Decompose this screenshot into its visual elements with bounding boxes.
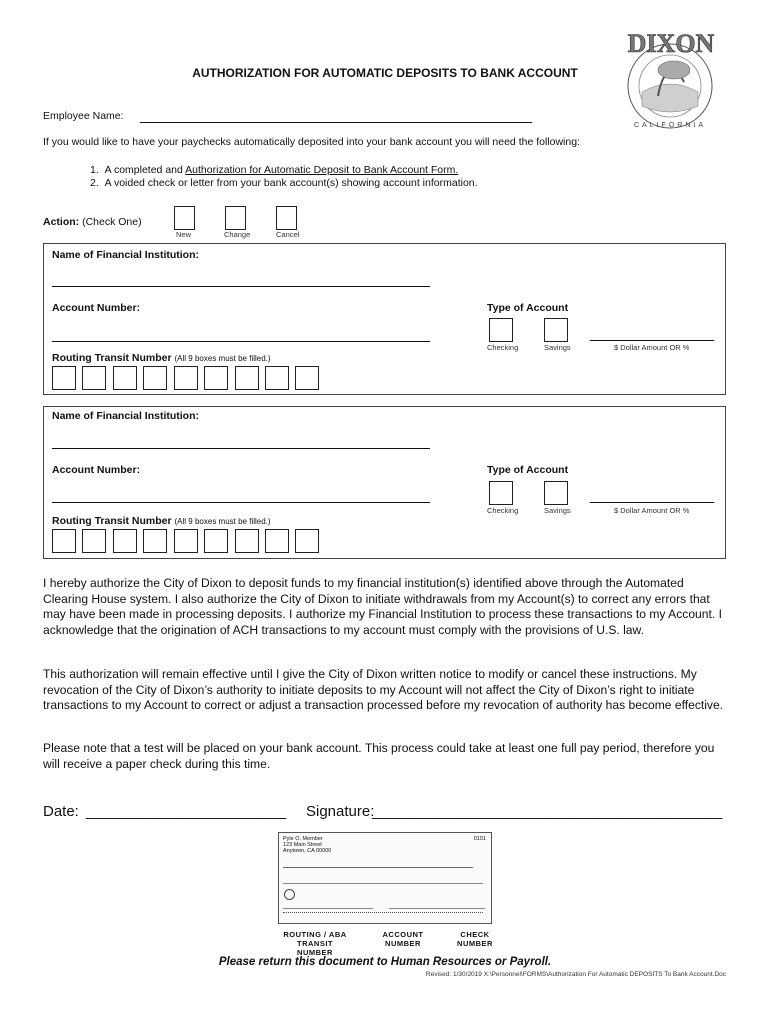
employee-name-field[interactable]	[140, 122, 532, 123]
date-field[interactable]: ________________________	[86, 803, 287, 820]
account-caption: ACCOUNT NUMBER	[382, 930, 424, 948]
routing-digit-box[interactable]	[143, 366, 167, 390]
checking-checkbox-1[interactable]	[489, 318, 513, 342]
routing-label-2: Routing Transit Number (All 9 boxes must be filled.)	[52, 515, 271, 527]
routing-digit-box[interactable]	[174, 529, 198, 553]
institution-field-1[interactable]	[52, 286, 430, 287]
action-new-checkbox[interactable]	[174, 206, 195, 230]
routing-digit-box[interactable]	[204, 366, 228, 390]
action-cancel-checkbox[interactable]	[276, 206, 297, 230]
account-number-field-2[interactable]	[52, 502, 430, 503]
revision-note: Revised: 1/30/2019 X:\Personnel\FORMS\Authorization For Automatic DEPOSITS To Bank Account.Doc	[425, 971, 726, 978]
action-new-label: New	[176, 230, 192, 239]
routing-digit-box[interactable]	[204, 529, 228, 553]
logo-wordmark: DIXON	[627, 29, 715, 58]
savings-checkbox-1[interactable]	[544, 318, 568, 342]
account-number-field-1[interactable]	[52, 341, 430, 342]
amount-label-1: $ Dollar Amount OR %	[614, 343, 690, 352]
savings-label-2: Savings	[544, 506, 571, 515]
check-number-caption: CHECK NUMBER	[457, 930, 493, 948]
type-of-account-label-2: Type of Account	[487, 464, 569, 476]
routing-digit-box[interactable]	[265, 366, 289, 390]
signature-label: Signature:	[306, 803, 375, 820]
checking-label-1: Checking	[487, 343, 519, 352]
check-payer: Pyle O. Member 123 Main Street Anytown, CA 00000	[283, 836, 332, 854]
check-amount-line	[283, 883, 483, 884]
action-label: Action: (Check One)	[43, 216, 142, 228]
bank-icon	[284, 889, 295, 900]
check-memo-line	[283, 908, 373, 909]
routing-digit-box[interactable]	[295, 529, 319, 553]
date-label: Date:	[43, 803, 79, 820]
requirement-1: 1. A completed and Authorization for Automatic Deposit to Bank Account Form.	[90, 164, 459, 176]
return-instructions: Please return this document to Human Resources or Payroll.	[218, 956, 552, 968]
check-number: 0101	[473, 836, 486, 842]
city-of-dixon-logo	[618, 26, 724, 130]
test-deposit-paragraph: Please note that a test will be placed on your bank account. This process could take at least one full pay period, therefore you will receive a paper check during this time.	[43, 741, 715, 771]
routing-caption: ROUTING / ABA TRANSIT NUMBER	[283, 930, 347, 957]
form-link[interactable]: Authorization for Automatic Deposit to Bank Account Form.	[185, 164, 459, 176]
check-payee-line	[283, 867, 473, 868]
revocation-paragraph: This authorization will remain effective until I give the City of Dixon written notice to modify or cancel these instructions. My revocation of the City of Dixon’s authority to initiate deposits to my Account will not affect the City of Dixon’s right to initiate transactions to my Account to correct or adjust a transaction processed before my revocation of authority has become effective.	[43, 667, 724, 713]
requirement-2: 2. A voided check or letter from your bank account(s) showing account information.	[90, 177, 478, 189]
employee-name-label: Employee Name:	[43, 110, 124, 122]
action-change-label: Change	[224, 230, 251, 239]
check-micr-line	[283, 912, 483, 919]
check-sign-line	[389, 908, 485, 909]
action-cancel-label: Cancel	[276, 230, 300, 239]
action-change-checkbox[interactable]	[225, 206, 246, 230]
checking-label-2: Checking	[487, 506, 519, 515]
routing-digit-box[interactable]	[82, 366, 106, 390]
institution-label-1: Name of Financial Institution:	[52, 249, 200, 261]
form-title: AUTHORIZATION FOR AUTOMATIC DEPOSITS TO BANK ACCOUNT	[192, 66, 578, 80]
sample-check-image	[278, 832, 492, 924]
account-number-label-1: Account Number:	[52, 302, 141, 314]
amount-field-2[interactable]	[590, 502, 714, 503]
routing-digit-box[interactable]	[143, 529, 167, 553]
account-number-label-2: Account Number:	[52, 464, 141, 476]
institution-label-2: Name of Financial Institution:	[52, 410, 200, 422]
intro-text: If you would like to have your paychecks automatically deposited into your bank account you will need the following:	[43, 136, 580, 148]
routing-digit-box[interactable]	[113, 529, 137, 553]
savings-checkbox-2[interactable]	[544, 481, 568, 505]
institution-field-2[interactable]	[52, 448, 430, 449]
routing-digit-box[interactable]	[295, 366, 319, 390]
signature-field[interactable]: __________________________________________	[372, 803, 723, 820]
authorization-paragraph: I hereby authorize the City of Dixon to deposit funds to my financial institution(s) identified above through the Automated Clearing House system. I also authorize the City of Dixon to initiate withdrawals from my Account(s) to correct any errors that may have been made in processing deposits. I authorize my Financial Institution to process these transactions to my Account. I acknowledge that the origination of ACH transactions to my account must comply with the provisions of U.S. law.	[43, 576, 722, 637]
savings-label-1: Savings	[544, 343, 571, 352]
routing-digit-box[interactable]	[82, 529, 106, 553]
routing-digit-box[interactable]	[174, 366, 198, 390]
logo-state: CALIFORNIA	[633, 122, 707, 129]
routing-digit-box[interactable]	[52, 366, 76, 390]
checking-checkbox-2[interactable]	[489, 481, 513, 505]
routing-digit-box[interactable]	[265, 529, 289, 553]
type-of-account-label-1: Type of Account	[487, 302, 569, 314]
amount-label-2: $ Dollar Amount OR %	[614, 506, 690, 515]
routing-label-1: Routing Transit Number (All 9 boxes must be filled.)	[52, 352, 271, 364]
routing-digit-box[interactable]	[235, 529, 259, 553]
routing-digit-box[interactable]	[52, 529, 76, 553]
amount-field-1[interactable]	[590, 340, 714, 341]
routing-digit-box[interactable]	[235, 366, 259, 390]
routing-digit-box[interactable]	[113, 366, 137, 390]
